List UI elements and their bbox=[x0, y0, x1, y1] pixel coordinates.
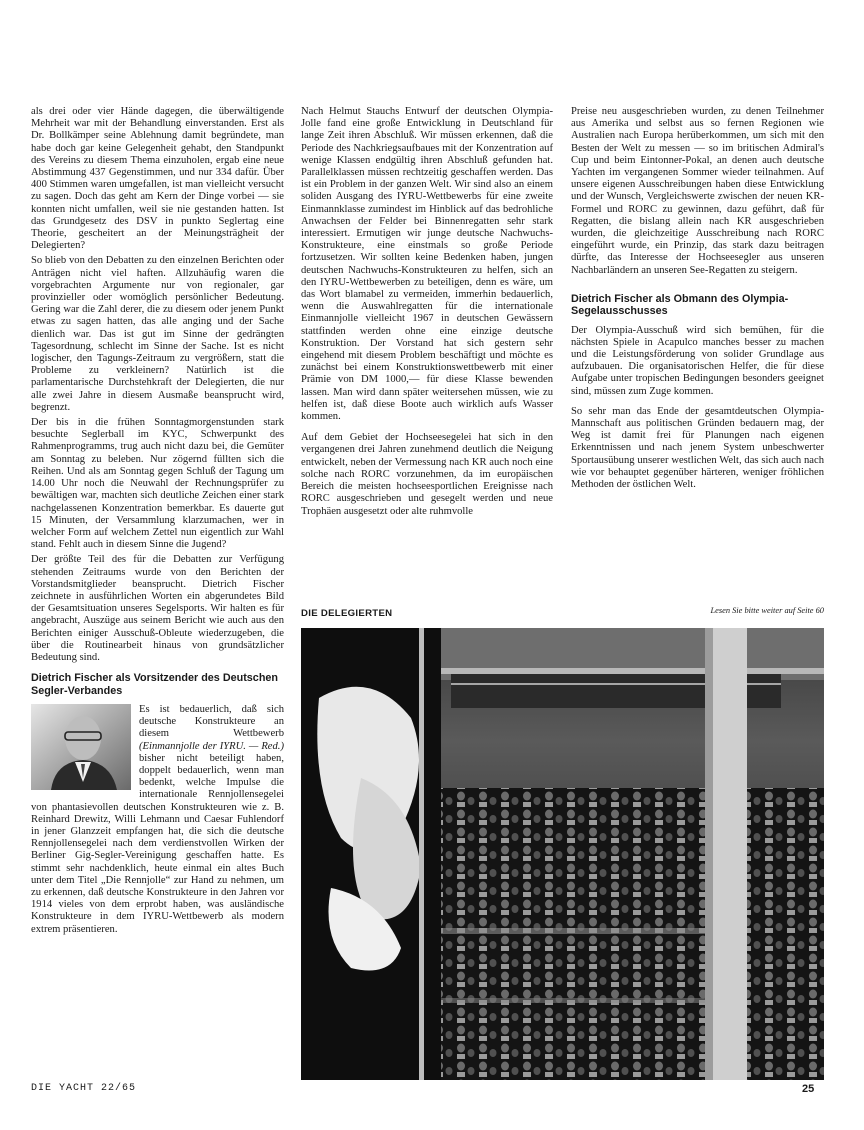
text-column-1 bbox=[31, 106, 284, 939]
section-heading: Dietrich Fischer als Obmann des Olympia-Segelausschusses bbox=[571, 292, 789, 318]
paragraph: Auf dem Gebiet der Hochseesegelei hat sich in den vergangenen drei Jahren zunehmend deutlich die Neigung entwickelt, neben der Vermessung nach KR auch noch eine solche nach RORC vorzunehmen, da im europäischen Bereich die meisten hochseesportlichen Ereignisse nach RORC ausgeschrieben und gesegelt werden und neue Trophäen ausgesetzt oder alte ruhmvolle bbox=[301, 432, 553, 517]
continued-note: Lesen Sie bitte weiter auf Seite 60 bbox=[710, 606, 824, 615]
paragraph: Der Olympia-Ausschuß wird sich bemühen, für die nächsten Spiele in Acapulco manches besser zu machen und die Leistungsförderung von solider Grundlage aus aufzubauen. Die organisatorischen Helfer, die für diese Aufgabe unter tropischen Bedingungen besonders geeignet sind, müssen zum Zuge kommen. bbox=[571, 324, 824, 397]
section-heading: Dietrich Fischer als Vorsitzender des Deutschen Segler-Verbandes bbox=[31, 672, 279, 697]
paragraph: Der bis in die frühen Sonntagmorgenstunden stark besuchte Seglerball im KYC, Schwerpunkt des Rahmenprogramms, trug auch nicht dazu bei, die Gemüter am Sonntag zu beleben. Nur zögernd füllten sich die Reihen. Und als am Sonntag gegen Schluß der Tagung um 14.00 Uhr noch die Neuwahl der Rechnungsprüfer zu bewältigen war, machten sich deutliche Zeichen einer stark nachgelassenen Konzentration bemerkbar. Es dauerte gut 15 Minuten, der Versammlung klarzumachen, wer in welcher Form auf welchem Zettel nun eigentlich zur Wahl stand. Fehlt auch in diesem Sinne die Jugend? bbox=[31, 417, 284, 551]
delegates-photo-image bbox=[301, 628, 824, 1080]
text-column-3 bbox=[571, 106, 824, 494]
paragraph: Der größte Teil des für die Debatten zur Verfügung stehenden Zeitraums wurde von den Berichten der Vorstandsmitglieder beansprucht. Dietrich Fischer zeichnete in ausführlichen Worten ein abgerundetes Bild der Gesamtsituation unseres Segelsports. Wir halten es für angebracht, Auszüge aus seinem Bericht wie auch aus den Berichten einiger Ausschuß-Obleute wiederzugeben, die über die Routinearbeit hinaus von grundsätzlicher Bedeutung sind. bbox=[31, 554, 284, 663]
delegates-photo bbox=[301, 628, 824, 1080]
paragraph: Nach Helmut Stauchs Entwurf der deutschen Olympia-Jolle fand eine große Entwicklung in Deutschland für lange Zeit ihren Abschluß. Wir müssen erkennen, daß die Periode des Nachkriegsaufbaues mit der Konzentration auf wenige Klassen endgültig ihren Abschluß gefunden hat. Parallelklassen müssen rechtzeitig geschaffen werden. Das ist ein Problem in der ganzen Welt. Wir sind also an einem soliden Ausgang des IYRU-Wettbewerbs für eine zweite Einmannklasse zumindest im Hinblick auf das bedrohliche Anwachsen der Felder bei Binnenregatten sehr stark interessiert. Ermutigen wir junge deutsche Nachwuchs-Konstrukteure, eine einstmals so große Periode fortzusetzen. Wir sollten keine Bedenken haben, jungen deutschen Nachwuchs-Konstrukteuren zu helfen, sich an den IYRU-Wettbewerben zu beteiligen, denn es wäre, um das Wort blamabel zu vermeiden, immerhin bedauerlich, wenn die Auswahlregatten für die internationale Einmannjolle vielleicht 1967 in deutschen Gewässern stattfinden werden ohne eine einzige deutsche Konstruktion. Der Vorstand hat sich gestern sehr eingehend mit diesem Problem beschäftigt und möchte es zunächst bei einem Konstruktionswettbewerb mit einer Prämie von DM 1000,— für diese Klasse bewenden lassen. Man wird dann später weitersehen müssen, wie zu helfen ist, daß diese Boote auch wirklich aufs Wasser kommen. bbox=[301, 106, 553, 423]
portrait-photo bbox=[31, 704, 131, 790]
text-column-2 bbox=[301, 106, 553, 521]
portrait-image bbox=[31, 704, 131, 790]
paragraph: Preise neu ausgeschrieben wurden, zu denen Teilnehmer aus Amerika und selbst aus so fernen Regionen wie Australien nach Europa herüberkommen, um sich mit den Besten der Welt zu messen — so im britischen Admiral's Cup und beim Eintonner-Pokal, an denen auch deutsche Yachten im vergangenen Sommer wieder teilnahmen. Auf unsere eigenen Ausschreibungen haben diese Entwicklung und der Wunsch, Vergleichswerte zwischen der neuen KR-Formel und RORC zu gewinnen, dazu geführt, daß für Regatten, die bislang allein nach KR ausgeschrieben wurden, die gleichzeitige Ausschreibung nach RORC eingeführt wurde, ein Prinzip, das stark dazu beitragen dürfte, das Interesse der Hochseesegler aus unseren Nachbarländern an unseren See-Regatten zu steigern. bbox=[571, 106, 824, 276]
text-span: Es ist bedauerlich, daß sich deutsche Konstrukteure an diesem Wettbewerb bbox=[139, 703, 284, 740]
text-span: bisher nicht beteiligt haben, doppelt bedauerlich, wenn man bedenkt, welche Impulse die internationale Rennjollensegelei von phantasievollen deutschen Konstrukteuren wie z. B. Reinhard Drewitz, Willi Lehmann und Caesar Fuhlendorf in jener Glanzzeit empfangen hat, die sich die deutsche Rennjollensegelei nach dem verdienstvollen Wirken der Berliner Gig-Segler-Vereinigung geschaffen hatte. Es stimmt sehr nachdenklich, heute einmal ein altes Buch unter dem Titel „Die Rennjolle“ zur Hand zu nehmen, um zu erkennen, daß deutsche Konstrukteure in den Jahren vor 1914 vieles von dem erprobt haben, was ausländische Konstrukteure in dem IYRU-Wettbewerb als modern extrem präsentieren. bbox=[31, 752, 284, 935]
page-number: 25 bbox=[802, 1083, 815, 1095]
magazine-issue: DIE YACHT 22/65 bbox=[31, 1083, 137, 1094]
paragraph: als drei oder vier Hände dagegen, die überwältigende Mehrheit war mit der Behandlung einverstanden. Erst als Dr. Bollkämper seine Ablehnung damit begründete, man habe doch gar keine Gelegenheit gehabt, den Standpunkt des Vereins zu diesem Thema einzuholen, ergab eine neue Abstimmung 437 Gegenstimmen, und nur 334 dafür. Über 400 Stimmen waren umgefallen, ist man vielleicht versucht zu sagen. Doch das geht am Kern der Dinge vorbei — sie konnten nicht umfallen, weil sie nie gestanden hatten. Ist das Grundgesetz des DSV in punkto Seglertag eine Theorie, gescheitert an der Meinungsträgheit der Delegierten? bbox=[31, 106, 284, 252]
editor-note: (Einmannjolle der IYRU. — Red.) bbox=[139, 740, 284, 752]
photo-caption: DIE DELEGIERTEN bbox=[301, 608, 393, 619]
paragraph: So sehr man das Ende der gesamtdeutschen Olympia-Mannschaft aus politischen Gründen bedauern mag, der Weg ist damit frei für Planungen nach eigenen Erkenntnissen und nach jenem System unbeschwerter Sportausübung unserer westlichen Welt, das sich auch nach wie vor behauptet gegenüber härteren, weniger fröhlichen Methoden der östlichen Welt. bbox=[571, 405, 824, 491]
paragraph: So blieb von den Debatten zu den einzelnen Berichten oder Anträgen nicht viel haften. Allzuhäufig waren die vorgebrachten Argumente nur von regionaler, gar provinzieller oder womöglich persönlicher Bedeutung. Gering war die Zahl derer, die zu diesem oder jenem Punkt etwas zu sagen hatten, das alle anging und der Sache dienlich war. Das ist gut im Sinne der gedrängten Tagesordnung, schlecht im Sinne der Sache. Ist es nicht logischer, den Tagungs-Zeitraum zu vergrößern, statt die Probleme zu verkleinern? Natürlich ist die parlamentarische Durchstehkraft der Delegierten, die nur alle zwei Jahre in diesem Ausmaße beansprucht wird, begrenzt. bbox=[31, 255, 284, 413]
